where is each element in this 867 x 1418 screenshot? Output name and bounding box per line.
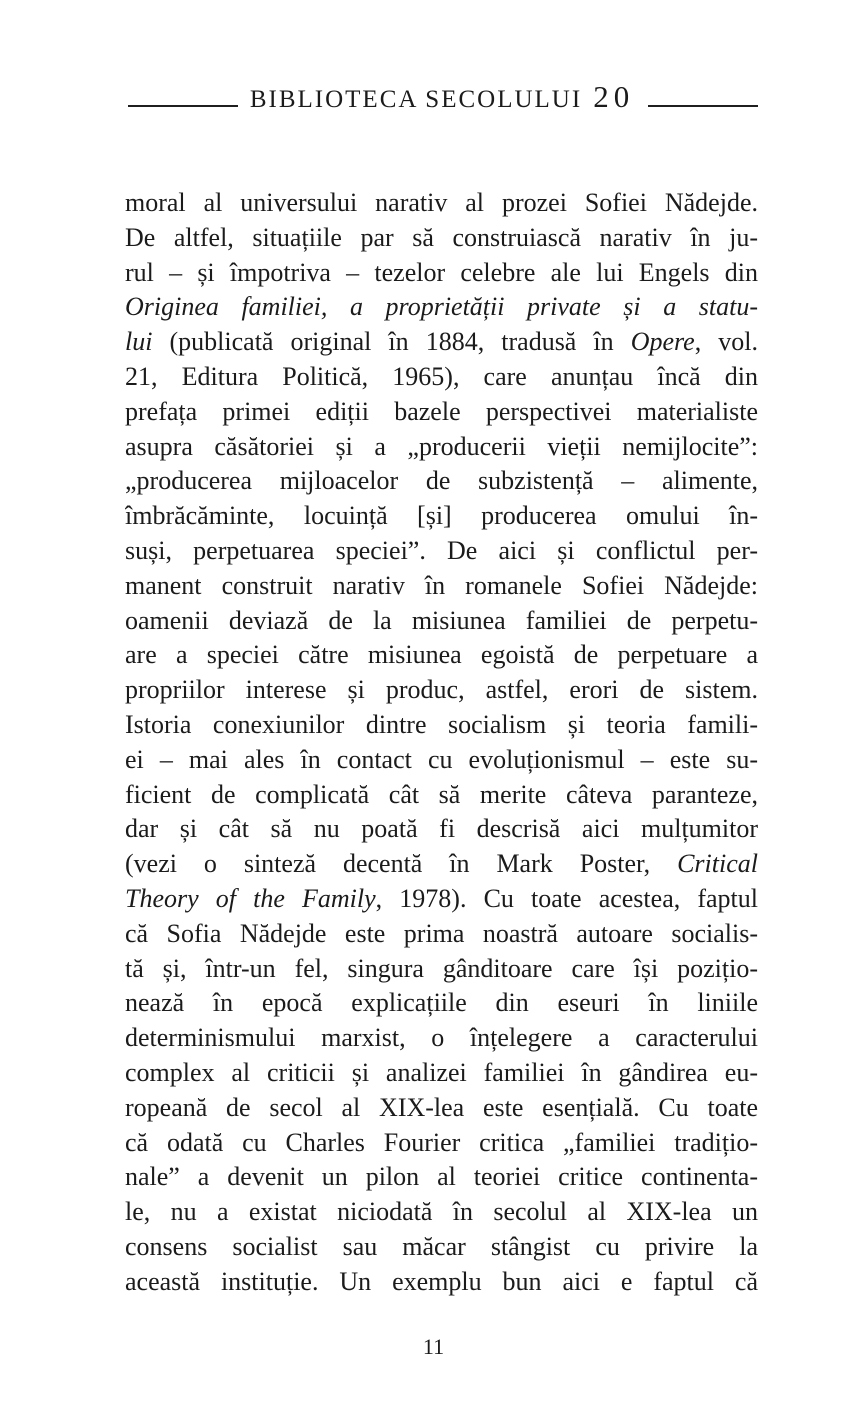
text-line: dar și cât să nu poată fi descrisă aici mulțumitor bbox=[125, 814, 758, 844]
text-line: (vezi o sinteză decentă în Mark Poster, Critical bbox=[125, 849, 758, 879]
text-line: Theory of the Family, 1978). Cu toate acestea, faptul bbox=[125, 883, 758, 913]
page-footer bbox=[0, 1334, 867, 1360]
text-line: Originea familiei, a proprietății private și a statu- bbox=[125, 292, 758, 322]
text-line: această instituție. Un exemplu bun aici e faptul că bbox=[125, 1266, 758, 1296]
text-line: consens socialist sau măcar stângist cu privire la bbox=[125, 1231, 758, 1261]
running-header bbox=[128, 79, 758, 116]
text-line: că Sofia Nădejde este prima noastră autoare socialis- bbox=[125, 918, 758, 948]
text-line: îmbrăcăminte, locuință [și] producerea omului în- bbox=[125, 501, 758, 531]
text-line: are a speciei către misiunea egoistă de perpetuare a bbox=[125, 640, 758, 670]
series-volume-number: 20 bbox=[593, 79, 635, 114]
text-line: moral al universului narativ al prozei Sofiei Nădejde. bbox=[125, 188, 758, 217]
text-line: complex al criticii și analizei familiei în gândirea eu- bbox=[125, 1057, 758, 1087]
text-line: le, nu a existat niciodată în secolul al XIX-lea un bbox=[125, 1197, 758, 1227]
text-line: manent construit narativ în romanele Sofiei Nădejde: bbox=[125, 570, 758, 600]
text-line: „producerea mijloacelor de subzistență – alimente, bbox=[125, 466, 758, 496]
text-line: tă și, într-un fel, singura gânditoare care își pozițio- bbox=[125, 953, 758, 983]
text-line: ropeană de secol al XIX-lea este esențială. Cu toate bbox=[125, 1092, 758, 1122]
text-line: asupra căsătoriei și a „producerii vieții nemijlocite”: bbox=[125, 431, 758, 461]
text-line: rul – și împotriva – tezelor celebre ale lui Engels din bbox=[125, 257, 758, 287]
text-line: nează în epocă explicațiile din eseuri în liniile bbox=[125, 988, 758, 1018]
text-line: că odată cu Charles Fourier critica „familiei tradițio- bbox=[125, 1127, 758, 1157]
text-line: propriilor interese și produc, astfel, erori de sistem. bbox=[125, 675, 758, 705]
header-rule-right bbox=[648, 105, 758, 107]
text-line: oamenii deviază de la misiunea familiei de perpetu- bbox=[125, 605, 758, 635]
text-line: nale” a devenit un pilon al teoriei critice continenta- bbox=[125, 1162, 758, 1192]
text-line: suși, perpetuarea speciei”. De aici și conflictul per- bbox=[125, 535, 758, 565]
text-line: 21, Editura Politică, 1965), care anunțau încă din bbox=[125, 361, 758, 391]
text-line: De altfel, situațiile par să construiască narativ în ju- bbox=[125, 222, 758, 252]
page-number: 11 bbox=[422, 1334, 445, 1359]
text-line: prefața primei ediții bazele perspectivei materialiste bbox=[125, 396, 758, 426]
text-line: Istoria conexiunilor dintre socialism și teoria famili- bbox=[125, 709, 758, 739]
text-line: ficient de complicată cât să merite câteva paranteze, bbox=[125, 779, 758, 809]
header-text bbox=[249, 79, 635, 116]
page-body-text bbox=[125, 186, 758, 1300]
text-line: determinismului marxist, o înțelegere a caracterului bbox=[125, 1023, 758, 1053]
header-rule-left bbox=[128, 105, 238, 107]
text-line: ei – mai ales în contact cu evoluționismul – este su- bbox=[125, 744, 758, 774]
series-title: BIBLIOTECA SECOLULUI bbox=[249, 86, 583, 113]
text-line: lui (publicată original în 1884, tradusă în Opere, vol. bbox=[125, 327, 758, 357]
